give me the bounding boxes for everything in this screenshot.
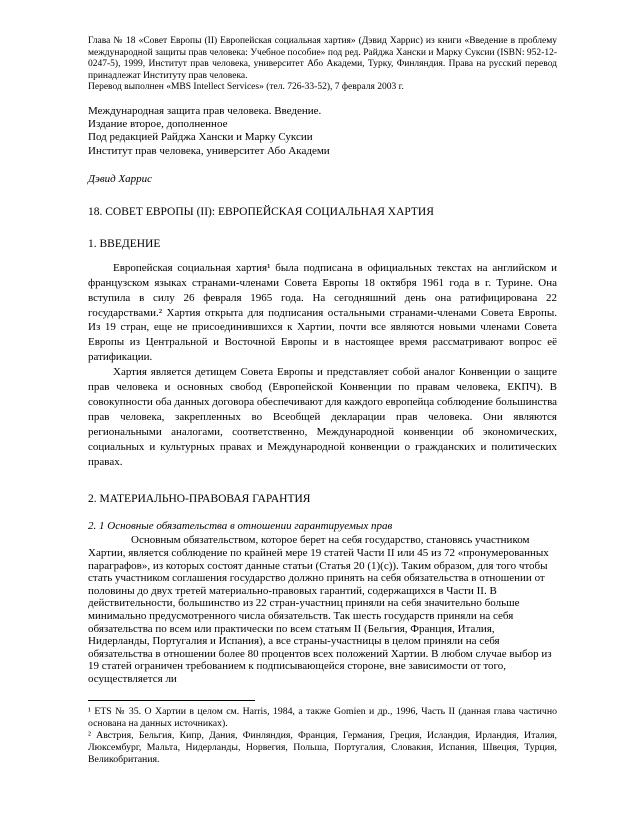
section-1-paragraph-2: Хартия является детищем Совета Европы и представляет собой аналог Конвенции о защите прав человека и основных свобод (Европейской Конвенции по правам человека, ЕКПЧ). В совокупности оба данных договора обеспечивают для каждого европейца соблюдение большинства прав человека, закрепленных во Всеобщей декларации прав человека. Они являются региональными аналогами, соответственно, Международной конвенции об экономических, социальных и культурных правах и Международной конвенции о гражданских и политических правах. [88, 366, 557, 468]
book-title-line: Международная защита прав человека. Введение. [88, 104, 322, 117]
document-content [88, 36, 557, 766]
section-2-1-subheading: 2. 1 Основные обязательства в отношении гарантируемых прав [88, 520, 393, 533]
front-matter [88, 105, 557, 158]
footnote-2: ² Австрия, Бельгия, Кипр, Дания, Финляндия, Франция, Германия, Греция, Исландия, Ирландия, Италия, Люксембург, Мальта, Нидерланды, Норвегия, Польша, Португалия, Словакия, Испания, Швеция, Турция, Великобритания. [88, 729, 557, 765]
section-2-heading: 2. МАТЕРИАЛЬНО-ПРАВОВАЯ ГАРАНТИЯ [88, 493, 311, 506]
translation-note: Перевод выполнен «MBS Intellect Services» (тел. 726-33-52), 7 февраля 2003 г. [88, 82, 404, 93]
footnote-separator [88, 700, 255, 701]
section-2-paragraph-1: Основным обязательством, которое берет на себя государство, становясь участником Хартии, является соблюдение по крайней мере 19 статей Части II или 45 из 72 «пронумерованных параграфов», из которых состоят данные статьи (Статья 20 (1)(с)). Таким образом, для того чтобы стать участником соглашения государство должно принять на себя обязательства в отношении от половины до двух третей материально-правовых гарантий, содержащихся в Части II. В действительности, большинство из 22 стран-участниц приняли на себя значительно больше минимально предусмотренного числа обязательств. Так шесть государств приняли на себя обязательства по всем или практически по всем статьям II (Бельгия, Франция, Италия, Нидерланды, Португалия и Испания), а все страны-участницы в целом приняли на себя обязательства в отношении более 80 процентов всех положений Хартии. В любом случае выбор из 19 статей ограничен требованием к подписывающейся стороне, вне зависимости от того, осуществляется ли [88, 534, 552, 685]
edition-line: Издание второе, дополненное [88, 118, 228, 131]
section-1-heading: 1. ВВЕДЕНИЕ [88, 237, 161, 250]
source-citation: Глава № 18 «Совет Европы (II) Европейская социальная хартия» (Дэвид Харрис) из книги «Введение в проблему международной защиты прав человека: Учебное пособие» под ред. Райджа Хански и Марку Суксии (ISBN: 952-12-0247-5), 1999, Институт прав человека, университет Або Академи, Турку, Финляндия. Права на русский перевод принадлежат Институту прав человека. [88, 36, 557, 81]
editors-line: Под редакцией Райджа Хански и Марку Суксии [88, 131, 313, 144]
footnotes [88, 706, 557, 766]
footnote-1: ¹ ETS № 35. О Хартии в целом см. Harris, 1984, а также Gomien и др., 1996, Часть II (данная глава частично основана на данных источниках). [88, 705, 557, 729]
institute-line: Институт прав человека, университет Або Академи [88, 144, 330, 157]
author-name: Дэвид Харрис [88, 172, 153, 185]
chapter-title: 18. СОВЕТ ЕВРОПЫ (II): ЕВРОПЕЙСКАЯ СОЦИАЛЬНАЯ ХАРТИЯ [88, 205, 434, 218]
section-1-paragraph-1: Европейская социальная хартия¹ была подписана в официальных текстах на английском и французском языках странами-членами Совета Европы 18 октября 1961 года в г. Турине. Она вступила в силу 26 февраля 1965 года. На сегодняшний день она ратифицирована 22 государствами.² Хартия открыта для подписания остальными странами-членами Совета Европы. Из 19 стран, еще не присоединившихся к Хартии, почти все являются новыми членами Совета Европы из Центральной и Восточной Европы и в настоящее время рассматривают вопрос её ратификации. [88, 261, 557, 364]
